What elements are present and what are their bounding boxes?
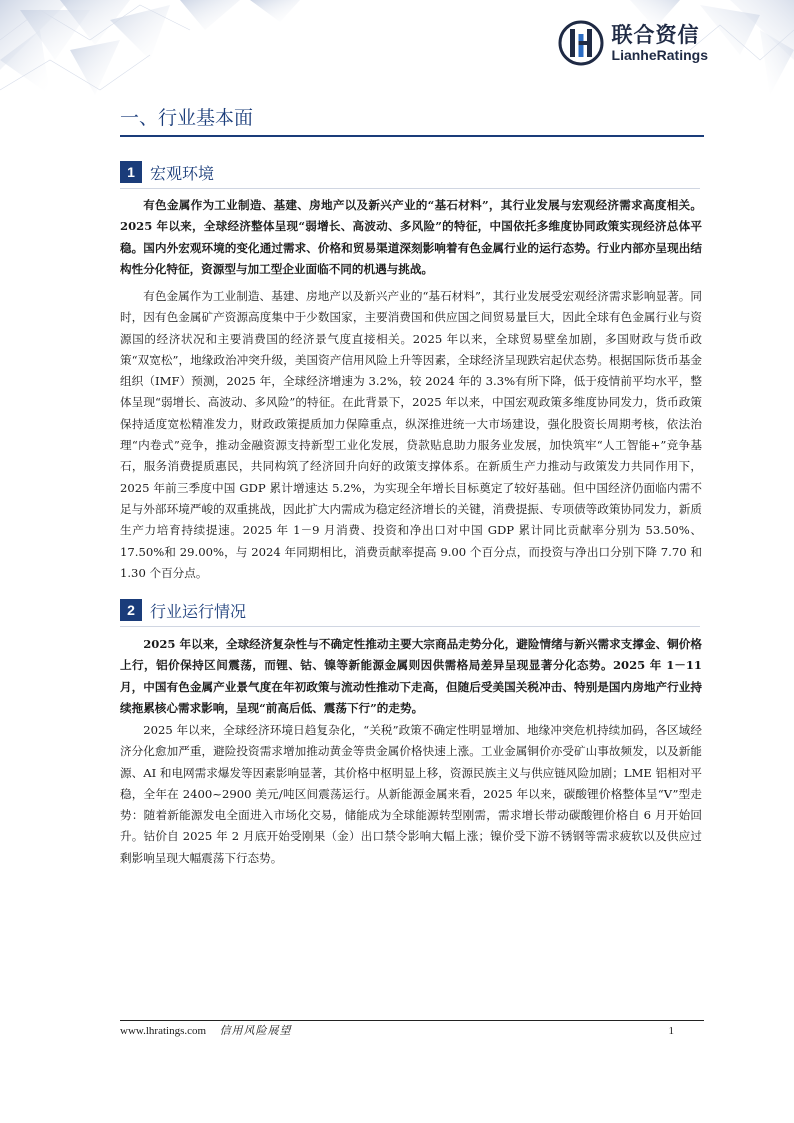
subsection-heading-2 (120, 597, 246, 623)
subsection-heading-1 (120, 159, 214, 185)
footer-slogan: 信用风险展望 (219, 1024, 292, 1037)
body-paragraph: 有色金属作为工业制造、基建、房地产以及新兴产业的“基石材料”，其行业发展受宏观经济需求影响显著。同时，因有色金属矿产资源高度集中于少数国家，主要消费国和供应国之间贸易量巨大，因此全球有色金属行业与资源国的经济状况和主要消费国的经济景气度直接相关。2025 年以来，全球贸易壁垒加剧，多国财政与货币政策“双宽松”，地缘政治冲突升级，美国资产信用风险上升等因素，全球经济呈现跌宕起伏态势。根据国际货币基金组织（IMF）预测，2025 年，全球经济增速为 3.2%，较 2024 年的 3.3%有所下降，低于疫情前平均水平，整体呈现“弱增长、高波动、多风险”的特征。在此背景下，2025 年以来，中国宏观政策多维度协同发力，货币政策保持适度宽松精准发力，财政政策提质加力保障重点，纵深推进统一大市场建设，强化股资长周期考核，依法治理“内卷式”竞争，推动金融资源支持新型工业化发展，贷款贴息助力服务业发展，加快筑牢“人工智能+”竞争基石，服务消费提质惠民，共同构筑了经济回升向好的政策支撑体系。在新质生产力推动与政策发力共同作用下，2025 年前三季度中国 GDP 累计增速达 5.2%，为实现全年增长目标奠定了较好基础。但中国经济仍面临内需不足与外部环境严峻的双重挑战，因此扩大内需成为稳定经济增长的关键，消费提振、专项债等政策协同发力，新质生产力培育持续提速。2025 年 1－9 月消费、投资和净出口对中国 GDP 累计同比贡献率分别为 53.50%、17.50%和 29.00%，与 2024 年同期相比，消费贡献率提高 9.00 个百分点，而投资与净出口分别下降 7.70 和 1.30 个百分点。 (120, 289, 702, 580)
subsection-divider (120, 188, 700, 189)
footer-url: www.lhratings.com (120, 1025, 207, 1037)
subsection-title: 宏观环境 (150, 163, 215, 183)
summary-paragraph: 2025 年以来，全球经济复杂性与不确定性推动主要大宗商品走势分化，避险情绪与新兴需求支撑金、铜价格上行，铝价保持区间震荡，而锂、钴、镍等新能源金属则因供需格局差异呈现显著分化态势。2025 年 1－11 月，中国有色金属产业景气度在年初政策与流动性推动下走高，但随后受美国关税冲击、特别是国内房地产行业持续拖累核心需求影响，呈现“前高后低、震荡下行”的走势。 (120, 637, 702, 715)
footer-left (120, 1023, 292, 1039)
subsection-number: 2 (120, 599, 142, 621)
body-paragraph: 2025 年以来，全球经济环境日趋复杂化，“关税”政策不确定性明显增加、地缘冲突危机持续加码，各区域经济分化愈加严重，避险投资需求增加推动黄金等贵金属价格快速上涨。工业金属铜价亦受矿山事故频发，以及新能源、AI 和电网需求爆发等因素影响显著，其价格中枢明显上移，资源民族主义与供应链风险加剧；LME 铝相对平稳，全年在 2400~2900 美元/吨区间震荡运行。从新能源金属来看，2025 年以来，碳酸锂价格整体呈“V”型走势：随着新能源发电全面进入市场化交易，储能成为全球能源转型刚需，需求增长带动碳酸锂价格自 6 月开始回升。钴价自 2025 年 2 月底开始受刚果（金）出口禁令影响大幅上涨；镍价受下游不锈钢等需求疲软以及供应过剩影响呈现大幅震荡下行态势。 (120, 723, 702, 865)
subsection-number: 1 (120, 161, 142, 183)
logo-english-name: LianheRatings (611, 46, 708, 63)
section-title-rule (120, 135, 704, 137)
footer-rule (120, 1020, 704, 1021)
summary-paragraph: 有色金属作为工业制造、基建、房地产以及新兴产业的“基石材料”，其行业发展与宏观经济需求高度相关。2025 年以来，全球经济整体呈现“弱增长、高波动、多风险”的特征，中国依托多维度协同政策实现经济总体平稳。国内外宏观环境的变化通过需求、价格和贸易渠道深刻影响着有色金属行业的运行态势。行业内部亦呈现出结构性分化特征，资源型与加工型企业面临不同的机遇与挑战。 (120, 198, 702, 276)
lianhe-logo-mark-icon (558, 20, 604, 66)
section-title: 一、行业基本面 (120, 107, 254, 129)
page-number: 1 (668, 1025, 674, 1037)
logo-chinese-name: 联合资信 (611, 22, 700, 47)
subsection-title: 行业运行情况 (150, 601, 247, 621)
subsection-divider (120, 626, 700, 627)
company-logo (558, 18, 708, 68)
